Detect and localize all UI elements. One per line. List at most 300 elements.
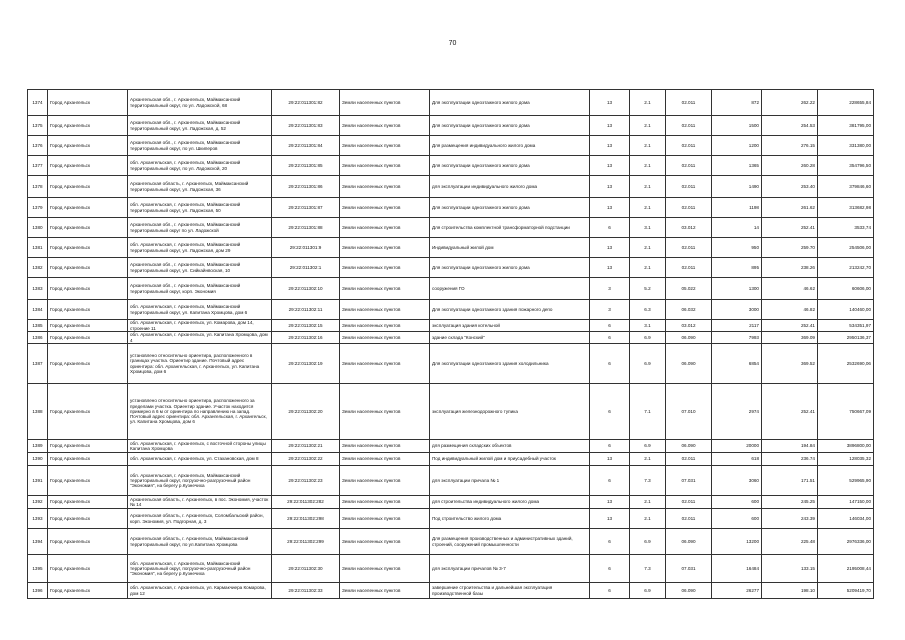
area-cell: 13200 [712,529,762,555]
cadastral-value-cell: 379846,60 [818,176,874,198]
land-category-cell: Земли населенных пунктов [340,156,430,176]
group-cell: 2.1 [630,238,666,258]
row-number-cell: 1392 [28,496,48,509]
row-number-cell: 1377 [28,156,48,176]
use-code-cell: 13 [590,238,630,258]
type-code-cell: 06.090 [666,344,712,384]
row-number-cell: 1380 [28,218,48,238]
address-cell: Архангельская обл., г. Архангельск, Маймаксанский территориальный округ, ул. Сийкайнвоская, 10 [128,258,272,278]
cadastral-number-cell: 29:22:011301:87 [272,198,340,218]
city-cell: Город Архангельск [48,583,128,599]
row-number-cell: 1376 [28,136,48,156]
group-cell: 7.3 [630,555,666,583]
area-cell: 3060 [712,466,762,496]
table-row [28,116,874,136]
use-code-cell: 13 [590,509,630,529]
cadastral-number-cell: 29:22:011302:30 [272,555,340,583]
cadastral-value-cell: 254506,00 [818,238,874,258]
unit-value-cell: 252.41 [762,384,818,440]
use-code-cell: 13 [590,453,630,466]
permitted-use-cell: Для размещения индивидуального жилого дома [430,136,590,156]
use-code-cell: 13 [590,496,630,509]
table-body [28,90,874,599]
row-number-cell: 1396 [28,583,48,599]
permitted-use-cell: Для эксплуатации одноэтажного жилого дома [430,156,590,176]
land-category-cell: Земли населенных пунктов [340,332,430,344]
land-category-cell: Земли населенных пунктов [340,300,430,320]
group-cell: 2.1 [630,116,666,136]
address-cell: Архангельская область, г. Архангельск, в пос. Экономия, участок № 14 [128,496,272,509]
table-row [28,440,874,453]
address-cell: обл. Архангельская, г. Архангельск, с восточной стороны улицы Капитана Хромцова [128,440,272,453]
row-number-cell: 1383 [28,278,48,300]
city-cell: Город Архангельск [48,344,128,384]
page-number: 70 [448,40,457,47]
cadastral-number-cell: 29:22:011302:299 [272,529,340,555]
row-number-cell: 1395 [28,555,48,583]
cadastral-value-cell: 381795,00 [818,116,874,136]
use-code-cell: 6 [590,466,630,496]
unit-value-cell: 243.39 [762,509,818,529]
area-cell: 600 [712,496,762,509]
group-cell: 2.1 [630,90,666,116]
table-row [28,583,874,599]
cadastral-number-cell: 29:22:011301:9 [272,238,340,258]
area-cell: 16484 [712,555,762,583]
group-cell: 6.9 [630,529,666,555]
cadastral-number-cell: 29:22:011301:83 [272,116,340,136]
cadastral-value-cell: 2976336,00 [818,529,874,555]
table-row [28,344,874,384]
address-cell: Архангельская область, г. Архангельск, Соломбальский район, корп. Экономия, ул. Подгорная, д. 3 [128,509,272,529]
row-number-cell: 1384 [28,300,48,320]
address-cell: обл. Архангельская, г. Архангельск, Маймаксанский территориальный округ, погрузочно-разгрузочный район "Экономия", на берегу р.Кузнечиха [128,466,272,496]
group-cell: 3.1 [630,320,666,332]
address-cell: установлено относительно ориентира, расположенного в границах участка. Ориентир здание. Почтовый адрес ориентира: обл. Архангельская, г. Архангельск, ул. Капитана Хромцова, дом 6 [128,344,272,384]
table-row [28,453,874,466]
group-cell: 2.1 [630,453,666,466]
table-row [28,300,874,320]
permitted-use-cell: Для эксплуатации одноэтажного жилого дома [430,198,590,218]
area-cell: 600 [712,509,762,529]
city-cell: Город Архангельск [48,218,128,238]
city-cell: Город Архангельск [48,258,128,278]
row-number-cell: 1385 [28,320,48,332]
row-number-cell: 1394 [28,529,48,555]
type-code-cell: 02.011 [666,136,712,156]
city-cell: Город Архангельск [48,453,128,466]
type-code-cell: 07.031 [666,466,712,496]
area-cell: 2117 [712,320,762,332]
cadastral-number-cell: 29:22:011301:82 [272,90,340,116]
unit-value-cell: 276.15 [762,136,818,156]
cadastral-value-cell: 60606,00 [818,278,874,300]
city-cell: Город Архангельск [48,509,128,529]
unit-value-cell: 253.40 [762,176,818,198]
area-cell: 1490 [712,176,762,198]
cadastral-number-cell: 29:22:011302:22 [272,453,340,466]
cadastral-value-cell: 313682,98 [818,198,874,218]
permitted-use-cell: Для эксплуатации одноэтажного здания пожарного депо [430,300,590,320]
table-row [28,529,874,555]
type-code-cell: 02.011 [666,116,712,136]
permitted-use-cell: эксплуатация здания котельной [430,320,590,332]
cadastral-value-cell: 2532690,06 [818,344,874,384]
row-number-cell: 1389 [28,440,48,453]
unit-value-cell: 171.51 [762,466,818,496]
city-cell: Город Архангельск [48,440,128,453]
area-cell: 895 [712,258,762,278]
address-cell: установлено относительно ориентира, расположенного за пределами участка. Ориентир здание. Участок находится примерно в 6 м от ориентира по направлению на запад. Почтовый адрес ориентира: обл. Архангельская, г. Архангельск, ул. Капитана Хромцова, дом 6 [128,384,272,440]
cadastral-number-cell: 29:22:011302:19 [272,344,340,384]
type-code-cell: 03.012 [666,320,712,332]
city-cell: Город Архангельск [48,156,128,176]
row-number-cell: 1382 [28,258,48,278]
unit-value-cell: 46.82 [762,300,818,320]
unit-value-cell: 369.52 [762,344,818,384]
cadastral-value-cell: 140460,00 [818,300,874,320]
address-cell: обл. Архангельская, г. Архангельск, Маймаксанский территориальный округ, ул. Ладожская, дом 29 [128,238,272,258]
table-row [28,176,874,198]
land-cadastral-table [27,89,874,599]
cadastral-number-cell: 29:22:011302:298 [272,509,340,529]
area-cell: 950 [712,238,762,258]
use-code-cell: 6 [590,332,630,344]
cadastral-value-cell: 228655,84 [818,90,874,116]
cadastral-value-cell: 2950136,37 [818,332,874,344]
area-cell: 618 [712,453,762,466]
area-cell: 6854 [712,344,762,384]
unit-value-cell: 259.70 [762,238,818,258]
cadastral-value-cell: 146034,00 [818,509,874,529]
land-category-cell: Земли населенных пунктов [340,440,430,453]
cadastral-number-cell: 29:22:011301:84 [272,136,340,156]
address-cell: обл. Архангельская, г. Архангельск, Маймаксанский территориальный округ, по ул. Ладожской, 20 [128,156,272,176]
use-code-cell: 6 [590,583,630,599]
cadastral-value-cell: 213242,70 [818,258,874,278]
area-cell: 1365 [712,156,762,176]
area-cell: 1198 [712,198,762,218]
address-cell: обл. Архангельская, г. Архангельск, Маймаксанский территориальный округ, ул. Ладожская, 50 [128,198,272,218]
city-cell: Город Архангельск [48,555,128,583]
city-cell: Город Архангельск [48,332,128,344]
address-cell: Архангельская обл., г. Архангельск, Маймаксанский территориальный округ, ул. Ладожская, д. 52 [128,116,272,136]
cadastral-number-cell: 29:22:011302:16 [272,332,340,344]
use-code-cell: 13 [590,198,630,218]
use-code-cell: 6 [590,529,630,555]
use-code-cell: 6 [590,384,630,440]
unit-value-cell: 369.09 [762,332,818,344]
address-cell: Архангельская обл., г. Архангельск, Маймаксанский территориальный округ, по ул. Ладожской, 68 [128,90,272,116]
group-cell: 7.3 [630,466,666,496]
permitted-use-cell: Индивидуальный жилой дом [430,238,590,258]
land-category-cell: Земли населенных пунктов [340,238,430,258]
type-code-cell: 02.011 [666,453,712,466]
table-row [28,218,874,238]
type-code-cell: 07.010 [666,384,712,440]
group-cell: 6.9 [630,344,666,384]
type-code-cell: 06.090 [666,332,712,344]
land-category-cell: Земли населенных пунктов [340,496,430,509]
cadastral-value-cell: 3896800,00 [818,440,874,453]
permitted-use-cell: Под индивидуальный жилой дом и приусадебный участок [430,453,590,466]
city-cell: Город Архангельск [48,320,128,332]
type-code-cell: 03.012 [666,218,712,238]
cadastral-number-cell: 29:22:011302:11 [272,300,340,320]
land-category-cell: Земли населенных пунктов [340,466,430,496]
cadastral-value-cell: 331380,00 [818,136,874,156]
use-code-cell: 6 [590,440,630,453]
row-number-cell: 1386 [28,332,48,344]
land-category-cell: Земли населенных пунктов [340,384,430,440]
row-number-cell: 1378 [28,176,48,198]
table-row [28,555,874,583]
use-code-cell: 13 [590,136,630,156]
use-code-cell: 6 [590,320,630,332]
area-cell: 14 [712,218,762,238]
row-number-cell: 1381 [28,238,48,258]
land-category-cell: Земли населенных пунктов [340,509,430,529]
table-row [28,90,874,116]
land-category-cell: Земли населенных пунктов [340,198,430,218]
use-code-cell: 6 [590,344,630,384]
cadastral-number-cell: 29:22:011302:15 [272,320,340,332]
land-category-cell: Земли населенных пунктов [340,176,430,198]
type-code-cell: 07.031 [666,555,712,583]
use-code-cell: 3 [590,300,630,320]
permitted-use-cell: Для эксплуатации одноэтажного жилого дома [430,258,590,278]
permitted-use-cell: Для строительства комплектной трансформаторной подстанции [430,218,590,238]
row-number-cell: 1393 [28,509,48,529]
address-cell: обл. Архангельская, г. Архангельск, ул. Стахановская, дом 8 [128,453,272,466]
use-code-cell: 6 [590,218,630,238]
area-cell: 3000 [712,300,762,320]
area-cell: 20000 [712,440,762,453]
address-cell: Архангельская область, г. Архангельск, Маймаксанский территориальный округ, ул. Ладожская, 36 [128,176,272,198]
cadastral-number-cell: 29:22:011301:88 [272,218,340,238]
area-cell: 26277 [712,583,762,599]
type-code-cell: 05.022 [666,278,712,300]
cadastral-value-cell: 3533,74 [818,218,874,238]
group-cell: 2.1 [630,156,666,176]
cadastral-number-cell: 29:22:011302:23 [272,466,340,496]
unit-value-cell: 252.41 [762,320,818,332]
city-cell: Город Архангельск [48,529,128,555]
table-row [28,509,874,529]
unit-value-cell: 262.22 [762,90,818,116]
row-number-cell: 1390 [28,453,48,466]
use-code-cell: 13 [590,176,630,198]
type-code-cell: 02.011 [666,509,712,529]
cadastral-number-cell: 29:22:011302:1 [272,258,340,278]
area-cell: 872 [712,90,762,116]
permitted-use-cell: сооружения ГО [430,278,590,300]
permitted-use-cell: Для эксплуатации одноэтажного здания холодильника [430,344,590,384]
address-cell: обл. Архангельская, г. Архангельск, ул. Комарова, дом 14, строение 11 [128,320,272,332]
cadastral-number-cell: 29:22:011301:86 [272,176,340,198]
use-code-cell: 13 [590,258,630,278]
cadastral-value-cell: 534351,97 [818,320,874,332]
permitted-use-cell: завершение строительства и дальнейшая эксплуатация производственной базы [430,583,590,599]
permitted-use-cell: Для размещения производственных и административных зданий, строений, сооружений промышленности [430,529,590,555]
address-cell: обл. Архангельская, г. Архангельск, Маймаксанский территориальный округ, погрузочно-разгрузочный район "Экономия", на берегу р.Кузнечиха [128,555,272,583]
type-code-cell: 06.032 [666,300,712,320]
unit-value-cell: 252.41 [762,218,818,238]
permitted-use-cell: для эксплуатации индивидуального жилого дома [430,176,590,198]
use-code-cell: 13 [590,116,630,136]
area-cell: 1500 [712,116,762,136]
unit-value-cell: 236.74 [762,453,818,466]
land-category-cell: Земли населенных пунктов [340,320,430,332]
group-cell: 2.1 [630,509,666,529]
city-cell: Город Архангельск [48,384,128,440]
cadastral-value-cell: 529965,90 [818,466,874,496]
city-cell: Город Архангельск [48,238,128,258]
address-cell: обл. Архангельская, г. Архангельск, Маймаксанский территориальный округ, ул. Капитана Хромцова, дом 6 [128,300,272,320]
unit-value-cell: 260.28 [762,156,818,176]
unit-value-cell: 225.48 [762,529,818,555]
type-code-cell: 02.011 [666,238,712,258]
table-row [28,238,874,258]
permitted-use-cell: для эксплуатации причалов № 3-7 [430,555,590,583]
address-cell: обл. Архангельская, г. Архангельск, ул. Кармакчиера Комарова, дом 12 [128,583,272,599]
permitted-use-cell: Для эксплуатации одноэтажного жилого дома [430,90,590,116]
table-row [28,384,874,440]
type-code-cell: 02.011 [666,176,712,198]
cadastral-value-cell: 128035,32 [818,453,874,466]
type-code-cell: 06.090 [666,529,712,555]
table-row [28,156,874,176]
table-row [28,320,874,332]
use-code-cell: 13 [590,90,630,116]
type-code-cell: 06.090 [666,583,712,599]
unit-value-cell: 254.53 [762,116,818,136]
permitted-use-cell: эксплуатация железнодорожного тупика [430,384,590,440]
permitted-use-cell: здание склада "Конский" [430,332,590,344]
land-category-cell: Земли населенных пунктов [340,278,430,300]
cadastral-value-cell: 354796,50 [818,156,874,176]
unit-value-cell: 46.62 [762,278,818,300]
unit-value-cell: 194.84 [762,440,818,453]
group-cell: 3.1 [630,218,666,238]
cadastral-value-cell: 750667,09 [818,384,874,440]
cadastral-value-cell: 2195008,44 [818,555,874,583]
cadastral-number-cell: 29:22:011301:85 [272,156,340,176]
unit-value-cell: 133.15 [762,555,818,583]
use-code-cell: 13 [590,156,630,176]
land-category-cell: Земли населенных пунктов [340,218,430,238]
city-cell: Город Архангельск [48,176,128,198]
land-category-cell: Земли населенных пунктов [340,453,430,466]
land-category-cell: Земли населенных пунктов [340,555,430,583]
row-number-cell: 1391 [28,466,48,496]
address-cell: Архангельская обл., г. Архангельск, Маймаксанский территориальный округ, по ул. Шкиперов [128,136,272,156]
cadastral-value-cell: 147150,00 [818,496,874,509]
permitted-use-cell: для строительства индивидуального жилого дома [430,496,590,509]
table-row [28,332,874,344]
land-category-cell: Земли населенных пунктов [340,90,430,116]
group-cell: 2.1 [630,496,666,509]
group-cell: 2.1 [630,198,666,218]
type-code-cell: 02.011 [666,90,712,116]
group-cell: 7.1 [630,384,666,440]
use-code-cell: 6 [590,555,630,583]
land-category-cell: Земли населенных пунктов [340,258,430,278]
row-number-cell: 1388 [28,384,48,440]
city-cell: Город Архангельск [48,198,128,218]
row-number-cell: 1375 [28,116,48,136]
table-row [28,278,874,300]
group-cell: 5.2 [630,278,666,300]
area-cell: 1300 [712,278,762,300]
land-category-cell: Земли населенных пунктов [340,136,430,156]
row-number-cell: 1374 [28,90,48,116]
group-cell: 2.1 [630,176,666,198]
row-number-cell: 1379 [28,198,48,218]
area-cell: 2974 [712,384,762,440]
permitted-use-cell: для размещения складских объектов [430,440,590,453]
land-category-cell: Земли населенных пунктов [340,116,430,136]
area-cell: 7993 [712,332,762,344]
type-code-cell: 06.090 [666,440,712,453]
land-category-cell: Земли населенных пунктов [340,529,430,555]
city-cell: Город Архангельск [48,116,128,136]
permitted-use-cell: Под строительство жилого дома [430,509,590,529]
row-number-cell: 1387 [28,344,48,384]
use-code-cell: 3 [590,278,630,300]
type-code-cell: 02.011 [666,198,712,218]
city-cell: Город Архангельск [48,90,128,116]
cadastral-number-cell: 29:22:011302:21 [272,440,340,453]
area-cell: 1200 [712,136,762,156]
unit-value-cell: 245.25 [762,496,818,509]
cadastral-number-cell: 29:22:011302:33 [272,583,340,599]
group-cell: 6.9 [630,332,666,344]
table-row [28,136,874,156]
land-category-cell: Земли населенных пунктов [340,583,430,599]
address-cell: Архангельская обл., г. Архангельск, Маймаксанский территориальный округ по ул. Ладожской [128,218,272,238]
address-cell: Архангельская область, г. Архангельск, Маймаксанский территориальный округ, по ул.Капитана Хромцова [128,529,272,555]
table-row [28,466,874,496]
type-code-cell: 02.011 [666,156,712,176]
city-cell: Город Архангельск [48,496,128,509]
table-row [28,496,874,509]
cadastral-value-cell: 5209419,70 [818,583,874,599]
group-cell: 2.1 [630,136,666,156]
cadastral-number-cell: 29:22:011302:10 [272,278,340,300]
permitted-use-cell: Для эксплуатации одноэтажного жилого дома [430,116,590,136]
group-cell: 6.9 [630,583,666,599]
permitted-use-cell: для эксплуатации причала № 1 [430,466,590,496]
land-category-cell: Земли населенных пунктов [340,344,430,384]
unit-value-cell: 238.26 [762,258,818,278]
address-cell: обл. Архангельская, г. Архангельск, ул. Капитана Хромцова, дом 4 [128,332,272,344]
type-code-cell: 02.011 [666,258,712,278]
city-cell: Город Архангельск [48,136,128,156]
table-row [28,258,874,278]
table-row [28,198,874,218]
group-cell: 2.1 [630,258,666,278]
city-cell: Город Архангельск [48,466,128,496]
unit-value-cell: 261.62 [762,198,818,218]
cadastral-number-cell: 29:22:011302:282 [272,496,340,509]
city-cell: Город Архангельск [48,300,128,320]
cadastral-number-cell: 29:22:011302:20 [272,384,340,440]
type-code-cell: 02.011 [666,496,712,509]
group-cell: 6.3 [630,300,666,320]
unit-value-cell: 198.10 [762,583,818,599]
group-cell: 6.9 [630,440,666,453]
